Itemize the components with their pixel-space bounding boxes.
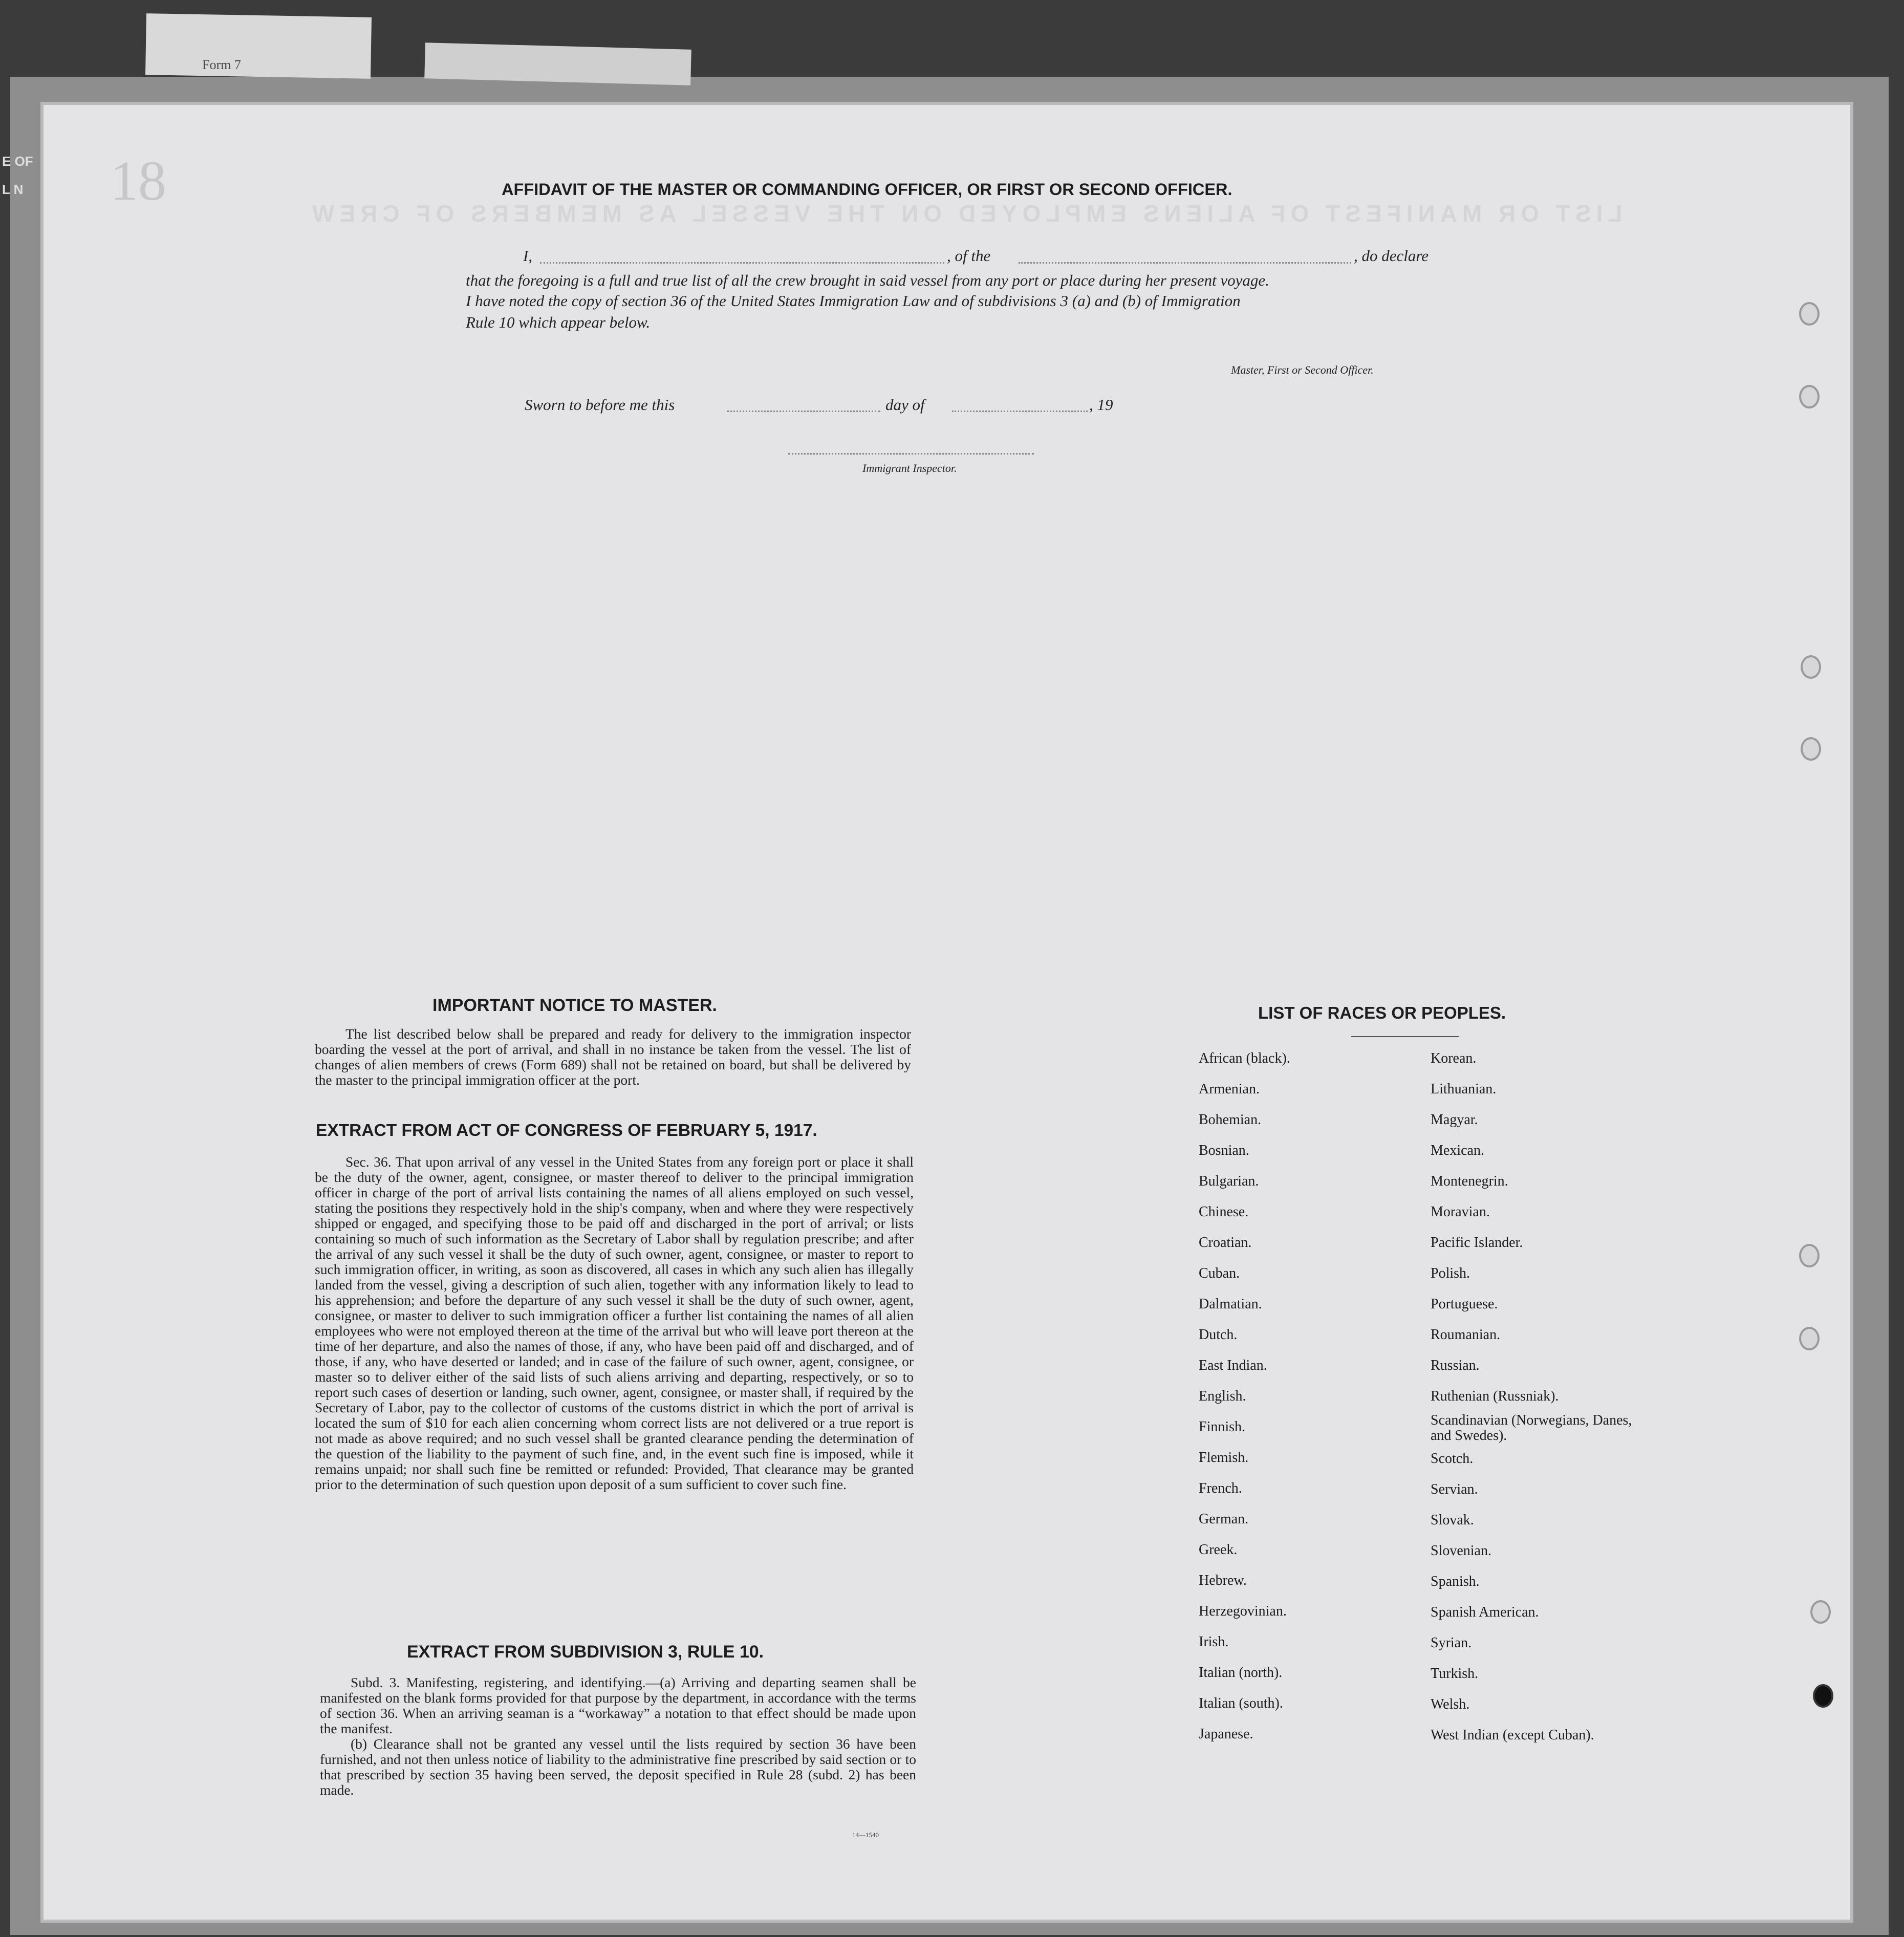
- races-right-column: [1431, 1043, 1646, 1751]
- sworn-month-blank: [952, 411, 1088, 412]
- race-item: Hebrew.: [1199, 1573, 1247, 1588]
- race-item: Korean.: [1431, 1050, 1477, 1066]
- race-item: Croatian.: [1199, 1235, 1252, 1251]
- affidavit-i: I,: [523, 247, 533, 265]
- act-text-block: [315, 1154, 914, 1492]
- race-item: Mexican.: [1431, 1143, 1484, 1158]
- race-item: Bohemian.: [1199, 1112, 1262, 1128]
- binder-hole: [1813, 1684, 1833, 1708]
- race-item: West Indian (except Cuban).: [1431, 1727, 1594, 1743]
- race-item: Scotch.: [1431, 1451, 1474, 1467]
- signature-label: Master, First or Second Officer.: [1231, 363, 1374, 376]
- race-item: Finnish.: [1199, 1419, 1246, 1435]
- race-item: Russian.: [1431, 1358, 1480, 1373]
- rule-text-b: (b) Clearance shall not be granted any vessel until the lists required by section 36 have been furnished, and not then unless notice of liability to the administrative fine prescribed by said section or to that prescribed by section 35 having been served, the deposit specified in Rule 28 (subd. 2) has been made.: [320, 1736, 916, 1798]
- race-item: Slovak.: [1431, 1512, 1474, 1528]
- race-item: Armenian.: [1199, 1081, 1260, 1097]
- notice-text: The list described below shall be prepared and ready for delivery to the immigration inspector boarding the vessel at the port of arrival, and shall in no instance be taken from the vessel. The list of changes of alien members of crews (Form 689) shall not be retained on board, but shall be delivered by the master to the principal immigration officer at the port.: [315, 1026, 911, 1088]
- rule-text-a: Subd. 3. Manifesting, registering, and identifying.—(a) Arriving and departing seamen shall be manifested on the blank forms provided for that purpose by the department, in accordance with the terms of section 36. When an arriving seaman is a “workaway” a notation to that effect should be made upon the manifest.: [320, 1674, 916, 1736]
- race-item: Greek.: [1199, 1542, 1238, 1558]
- race-item: Spanish.: [1431, 1574, 1480, 1589]
- affidavit-declare: , do declare: [1354, 247, 1429, 265]
- race-item: Dutch.: [1199, 1327, 1238, 1343]
- race-item: Pacific Islander.: [1431, 1235, 1523, 1251]
- races-title-rule: [1351, 1036, 1459, 1037]
- affidavit-of-the: , of the: [947, 247, 991, 265]
- race-item: German.: [1199, 1511, 1249, 1527]
- affidavit-line-1: that the foregoing is a full and true list of all the crew brought in said vessel from any port or place during her present voyage.: [466, 271, 1269, 289]
- races-left-column: [1199, 1043, 1290, 1750]
- affidavit-line-2: I have noted the copy of section 36 of the United States Immigration Law and of subdivisions 3 (a) and (b) of Immigration: [466, 292, 1241, 310]
- race-item: Montenegrin.: [1431, 1173, 1508, 1189]
- race-item: Cuban.: [1199, 1265, 1240, 1281]
- rule-text-block: [320, 1675, 916, 1798]
- race-item: African (black).: [1199, 1050, 1290, 1066]
- binder-hole: [1799, 1327, 1820, 1350]
- page-number: 18: [110, 149, 166, 212]
- race-item: East Indian.: [1199, 1358, 1267, 1373]
- race-item: Portuguese.: [1431, 1296, 1498, 1312]
- race-item: Turkish.: [1431, 1666, 1479, 1682]
- race-item: Magyar.: [1431, 1112, 1478, 1128]
- race-item: Servian.: [1431, 1481, 1478, 1497]
- binder-hole: [1799, 302, 1820, 326]
- race-item: Japanese.: [1199, 1726, 1253, 1742]
- name-blank: [540, 262, 944, 264]
- form-tab-label: Form 7: [202, 57, 241, 72]
- sworn-day-of: day of: [885, 396, 925, 414]
- edge-fragment-1: E OF: [2, 154, 33, 169]
- sworn-year: , 19: [1089, 396, 1113, 414]
- race-item: Bosnian.: [1199, 1143, 1249, 1158]
- race-item: Spanish American.: [1431, 1604, 1539, 1620]
- vessel-blank: [1019, 262, 1351, 264]
- binder-hole: [1810, 1600, 1831, 1624]
- act-text: Sec. 36. That upon arrival of any vessel in the United States from any foreign port or place it shall be the duty of the owner, agent, consignee, or master thereof to deliver to the principal immigration officer in charge of the port of arrival lists containing the names of all aliens employed on such vessel, stating the positions they respectively hold in the ship's company, when and where they were respectively shipped or engaged, and specifying those to be paid off and discharged in the port of arrival; or lists containing so much of such information as the Secretary of Labor shall by regulation prescribe; and after the arrival of any such vessel it shall be the duty of such owner, agent, consignee, or master to report to such immigration officer, in writing, as soon as discovered, all cases in which any such alien has illegally landed from the vessel, giving a description of such alien, together with any information likely to lead to his apprehension; and before the departure of any such vessel it shall be the duty of such owner, agent, consignee, or master to deliver to such immigration officer a further list containing the names of all alien employees who were not employed thereon at the time of the arrival but who will leave port thereon at the time of her departure, and also the names of those, if any, who have been paid off and discharged, and of those, if any, who have deserted or landed; and in case of the failure of such owner, agent, consignee, or master so to deliver either of the said lists of such aliens arriving and departing, respectively, or so to report such cases of desertion or landing, such owner, agent, consignee, or master shall, if required by the Secretary of Labor, pay to the collector of customs of the customs district in which the port of arrival is located the sum of $10 for each alien concerning whom correct lists are not delivered or a true report is not made as above required; and no such vessel shall be granted clearance pending the determination of the question of the liability to the payment of such fine, and, in the event such fine is imposed, while it remains unpaid; nor shall such fine be remitted or refunded: Provided, That clearance may be granted prior to the determination of such question upon deposit of a sum sufficient to cover such fine.: [315, 1154, 914, 1492]
- race-item: Moravian.: [1431, 1204, 1490, 1220]
- notice-text-block: [315, 1026, 911, 1088]
- sworn-prefix: Sworn to before me this: [525, 396, 675, 414]
- race-item: Scandinavian (Norwegians, Danes, and Swedes).: [1431, 1412, 1632, 1444]
- binder-hole: [1799, 385, 1820, 408]
- binder-hole: [1801, 737, 1821, 761]
- race-item: Italian (north).: [1199, 1665, 1283, 1681]
- sworn-day-blank: [727, 411, 880, 412]
- paper-strip: [424, 42, 691, 85]
- race-item: Syrian.: [1431, 1635, 1472, 1651]
- edge-fragment-2: L N: [2, 182, 24, 197]
- binder-hole: [1801, 655, 1821, 679]
- race-item: Chinese.: [1199, 1204, 1249, 1220]
- notice-title: IMPORTANT NOTICE TO MASTER.: [432, 996, 717, 1015]
- affidavit-title: AFFIDAVIT OF THE MASTER OR COMMANDING OFFICER, OR FIRST OR SECOND OFFICER.: [502, 180, 1232, 199]
- print-code: 14—1540: [852, 1831, 879, 1839]
- race-item: French.: [1199, 1480, 1242, 1496]
- race-item: Welsh.: [1431, 1696, 1470, 1712]
- form-tab: [145, 13, 372, 79]
- race-item: Flemish.: [1199, 1450, 1249, 1466]
- race-item: Italian (south).: [1199, 1695, 1283, 1711]
- race-item: English.: [1199, 1388, 1246, 1404]
- rule-title: EXTRACT FROM SUBDIVISION 3, RULE 10.: [407, 1642, 764, 1662]
- race-item: Lithuanian.: [1431, 1081, 1497, 1097]
- inspector-signature-blank: [788, 453, 1034, 455]
- inspector-label: Immigrant Inspector.: [862, 462, 957, 475]
- race-item: Roumanian.: [1431, 1327, 1501, 1343]
- race-item: Polish.: [1431, 1265, 1470, 1281]
- race-item: Ruthenian (Russniak).: [1431, 1388, 1559, 1404]
- race-item: Herzegovinian.: [1199, 1603, 1287, 1619]
- binder-hole: [1799, 1244, 1820, 1267]
- race-item: Dalmatian.: [1199, 1296, 1262, 1312]
- races-title: LIST OF RACES OR PEOPLES.: [1258, 1003, 1506, 1022]
- affidavit-line-3: Rule 10 which appear below.: [466, 313, 651, 331]
- act-title: EXTRACT FROM ACT OF CONGRESS OF FEBRUARY 5, 1917.: [316, 1121, 817, 1140]
- bleed-through-heading: LIST OR MANIFEST OF ALIENS EMPLOYED ON THE VESSEL AS MEMBERS OF CREW: [307, 200, 1622, 227]
- race-item: Irish.: [1199, 1634, 1229, 1650]
- race-item: Slovenian.: [1431, 1543, 1491, 1559]
- race-item: Bulgarian.: [1199, 1173, 1259, 1189]
